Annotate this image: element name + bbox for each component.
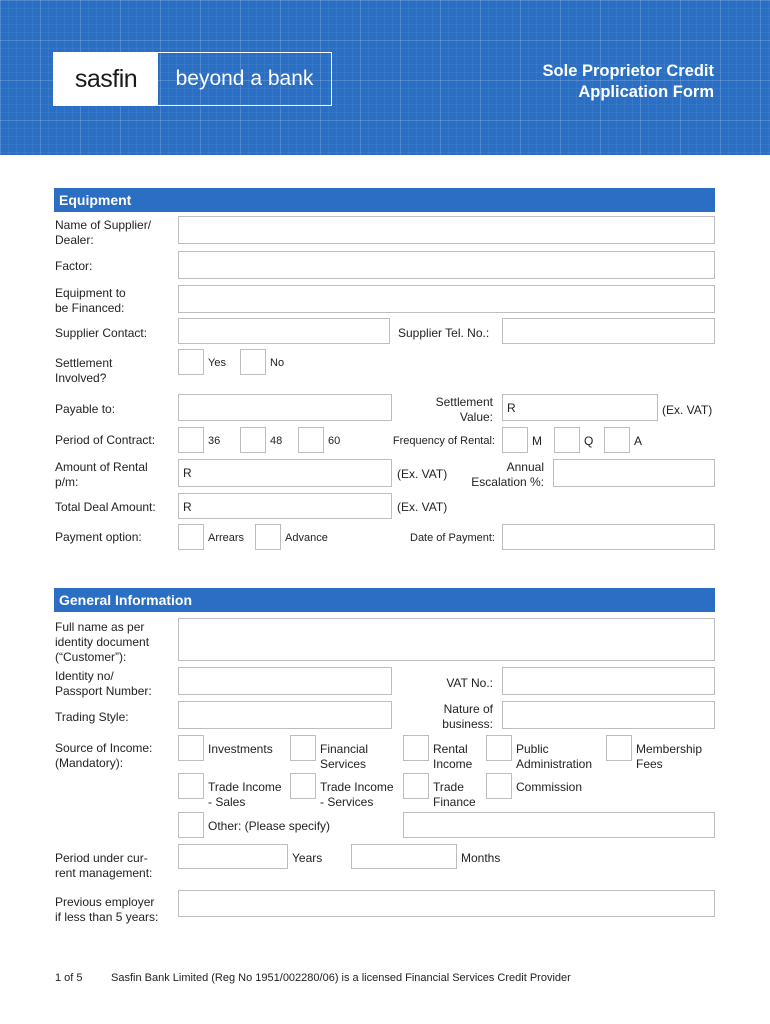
identity-label: Identity no/ Passport Number: [55, 669, 152, 698]
settlement-no-checkbox[interactable] [240, 349, 266, 375]
previous-employer-label: Previous employer if less than 5 years: [55, 895, 159, 924]
commission-checkbox[interactable] [486, 773, 512, 799]
supplier-contact-field[interactable] [178, 318, 390, 344]
general-section-header: General Information [54, 588, 715, 612]
date-payment-label: Date of Payment: [410, 532, 495, 544]
months-label: Months [461, 851, 501, 865]
trade-services-checkbox[interactable] [290, 773, 316, 799]
period-48-checkbox[interactable] [240, 427, 266, 453]
years-label: Years [292, 851, 323, 865]
freq-m-checkbox[interactable] [502, 427, 528, 453]
rental-income-checkbox[interactable] [403, 735, 429, 761]
vat-field[interactable] [502, 667, 715, 695]
advance-checkbox[interactable] [255, 524, 281, 550]
arrears-label: Arrears [208, 532, 245, 544]
freq-q-checkbox[interactable] [554, 427, 580, 453]
trade-services-label: Trade Income - Services [320, 780, 394, 809]
settlement-yes-checkbox[interactable] [178, 349, 204, 375]
commission-label: Commission [516, 780, 583, 794]
previous-employer-field[interactable] [178, 890, 715, 917]
full-name-label: Full name as per identity document (“Customer”): [55, 620, 150, 664]
trade-sales-label: Trade Income - Sales [208, 780, 282, 809]
date-payment-field[interactable] [502, 524, 715, 550]
months-field[interactable] [351, 844, 457, 869]
period-36-checkbox[interactable] [178, 427, 204, 453]
rental-income-label: Rental Income [433, 742, 473, 771]
amount-field[interactable]: R [178, 459, 392, 487]
frequency-label: Frequency of Rental: [392, 435, 495, 447]
payable-field[interactable] [178, 394, 392, 421]
period-60-checkbox[interactable] [298, 427, 324, 453]
total-deal-field[interactable]: R [178, 493, 392, 519]
period-management-label: Period under cur- rent management: [55, 851, 153, 880]
public-admin-checkbox[interactable] [486, 735, 512, 761]
supplier-name-label: Name of Supplier/ Dealer: [55, 218, 152, 247]
nature-label: Nature of business: [442, 702, 493, 731]
financial-services-label: Financial Services [320, 742, 369, 771]
period-label: Period of Contract: [55, 433, 156, 447]
supplier-contact-label: Supplier Contact: [55, 326, 148, 340]
period-48-label: 48 [270, 435, 283, 447]
factor-label: Factor: [55, 259, 93, 273]
equipment-field[interactable] [178, 285, 715, 313]
other-label: Other: (Please specify) [208, 819, 331, 833]
supplier-name-field[interactable] [178, 216, 715, 244]
trade-sales-checkbox[interactable] [178, 773, 204, 799]
supplier-tel-field[interactable] [502, 318, 715, 344]
advance-label: Advance [285, 532, 328, 544]
trade-finance-label: Trade Finance [433, 780, 476, 809]
trade-finance-checkbox[interactable] [403, 773, 429, 799]
factor-field[interactable] [178, 251, 715, 279]
settlement-yes-label: Yes [208, 357, 226, 369]
form-title: Sole Proprietor Credit Application Form [542, 62, 714, 101]
total-vat-note: (Ex. VAT) [397, 500, 448, 514]
period-36-label: 36 [208, 435, 221, 447]
page-number: 1 of 5 [55, 972, 83, 984]
header-banner [0, 0, 770, 155]
investments-label: Investments [208, 742, 273, 756]
investments-checkbox[interactable] [178, 735, 204, 761]
other-specify-field[interactable] [403, 812, 715, 838]
full-name-field[interactable] [178, 618, 715, 661]
settlement-value-label: Settlement Value: [435, 395, 493, 424]
freq-a-checkbox[interactable] [604, 427, 630, 453]
amount-vat-note: (Ex. VAT) [397, 467, 448, 481]
trading-style-label: Trading Style: [55, 710, 129, 724]
membership-fees-label: Membership Fees [636, 742, 703, 771]
logo-tagline: beyond a bank [175, 67, 314, 90]
sasfin-logo [53, 52, 332, 106]
public-admin-label: Public Administration [516, 742, 593, 771]
total-deal-label: Total Deal Amount: [55, 500, 156, 514]
years-field[interactable] [178, 844, 288, 869]
freq-q-label: Q [584, 434, 594, 448]
settlement-value-vat-note: (Ex. VAT) [662, 403, 713, 417]
freq-a-label: A [634, 434, 643, 448]
settlement-value-field[interactable]: R [502, 394, 658, 421]
identity-field[interactable] [178, 667, 392, 695]
escalation-label: Annual Escalation %: [471, 460, 544, 489]
amount-label: Amount of Rental p/m: [55, 460, 148, 489]
vat-label: VAT No.: [446, 676, 493, 690]
footer-disclaimer: Sasfin Bank Limited (Reg No 1951/002280/06) is a licensed Financial Services Credit Provider [111, 972, 571, 984]
financial-services-checkbox[interactable] [290, 735, 316, 761]
membership-fees-checkbox[interactable] [606, 735, 632, 761]
supplier-tel-label: Supplier Tel. No.: [398, 326, 490, 340]
source-income-label: Source of Income: (Mandatory): [55, 741, 153, 770]
trading-style-field[interactable] [178, 701, 392, 729]
settlement-no-label: No [270, 357, 285, 369]
arrears-checkbox[interactable] [178, 524, 204, 550]
nature-field[interactable] [502, 701, 715, 729]
payable-label: Payable to: [55, 402, 116, 416]
equipment-section-header: Equipment [54, 188, 715, 212]
logo-name: sasfin [74, 65, 138, 93]
freq-m-label: M [532, 434, 542, 448]
settlement-label: Settlement Involved? [55, 356, 113, 385]
payment-option-label: Payment option: [55, 530, 142, 544]
escalation-field[interactable] [553, 459, 715, 487]
other-checkbox[interactable] [178, 812, 204, 838]
equipment-label: Equipment to be Financed: [55, 286, 126, 315]
period-60-label: 60 [328, 435, 341, 447]
